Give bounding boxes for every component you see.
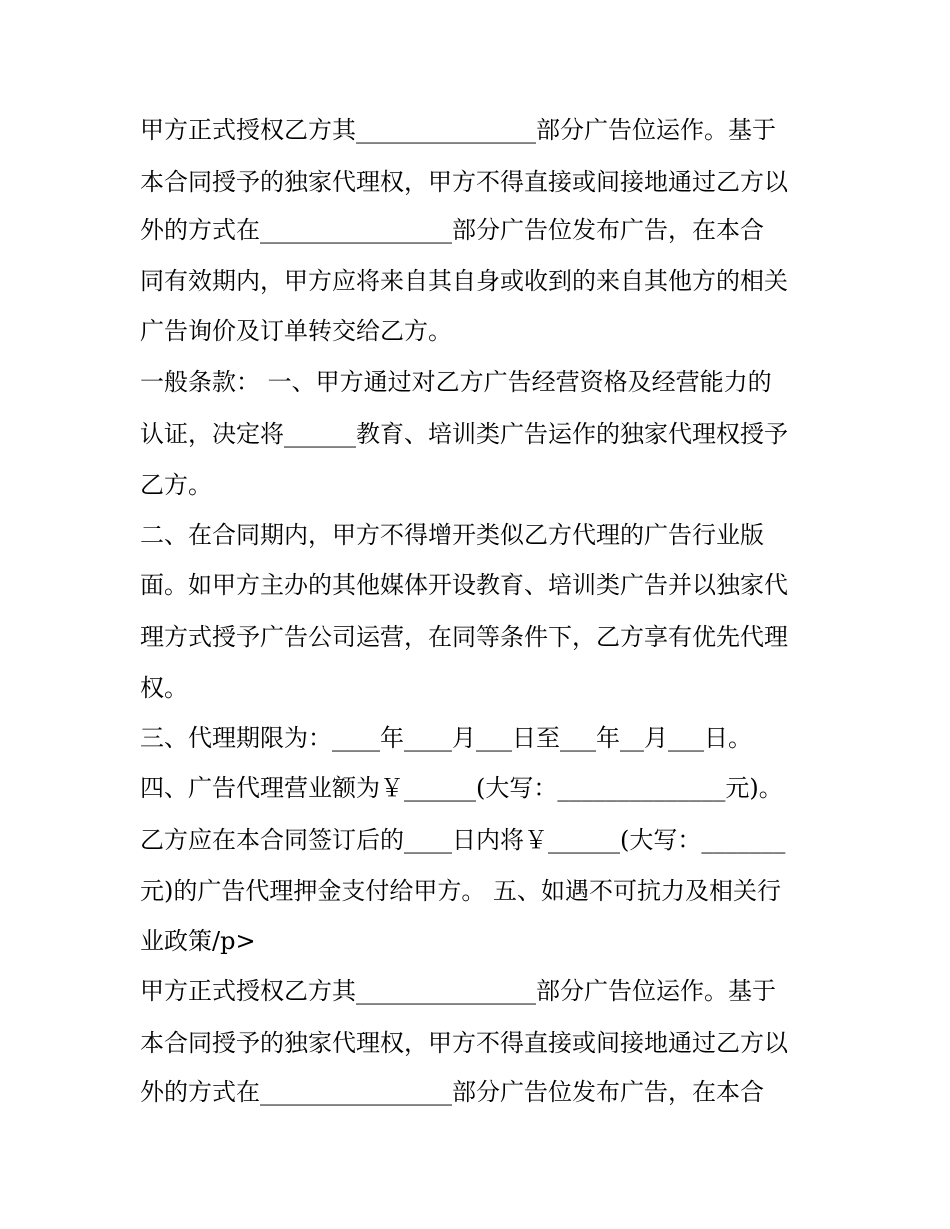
paragraph-line: 元)的广告代理押金支付给甲方。 五、如遇不可抗力及相关行 <box>140 877 781 905</box>
paragraph-line: 四、广告代理营业额为￥______(大写：______________元)。 <box>140 774 783 802</box>
paragraph-line: 认证，决定将______教育、培训类广告运作的独家代理权授予 <box>140 420 788 448</box>
paragraph-line: 二、在合同期内，甲方不得增开类似乙方代理的广告行业版 <box>140 521 764 549</box>
paragraph-line: 甲方正式授权乙方其_______________部分广告位运作。基于 <box>140 116 776 144</box>
paragraph-line: 权。 <box>140 674 188 702</box>
paragraph-line: 理方式授予广告公司运营，在同等条件下，乙方享有优先代理 <box>140 623 788 651</box>
paragraph-line: 外的方式在________________部分广告位发布广告，在本合 <box>140 1078 764 1106</box>
paragraph-line: 本合同授予的独家代理权，甲方不得直接或间接地通过乙方以 <box>140 1029 788 1057</box>
paragraph-line: 业政策/p> <box>140 927 256 955</box>
paragraph-line: 一般条款： 一、甲方通过对乙方广告经营资格及经营能力的 <box>140 368 772 396</box>
paragraph-line: 乙方。 <box>140 471 212 499</box>
paragraph-line: 乙方应在本合同签订后的____日内将￥______(大写：_______ <box>140 826 786 854</box>
paragraph-line: 广告询价及订单转交给乙方。 <box>140 317 452 345</box>
paragraph-line: 甲方正式授权乙方其_______________部分广告位运作。基于 <box>140 977 776 1005</box>
paragraph-line: 同有效期内，甲方应将来自其自身或收到的来自其他方的相关 <box>140 267 788 295</box>
paragraph-line: 面。如甲方主办的其他媒体开设教育、培训类广告并以独家代 <box>140 571 788 599</box>
paragraph-line: 三、代理期限为：____年____月___日至___年__月___日。 <box>140 724 752 752</box>
paragraph-line: 外的方式在________________部分广告位发布广告，在本合 <box>140 216 764 244</box>
paragraph-line: 本合同授予的独家代理权，甲方不得直接或间接地通过乙方以 <box>140 168 788 196</box>
